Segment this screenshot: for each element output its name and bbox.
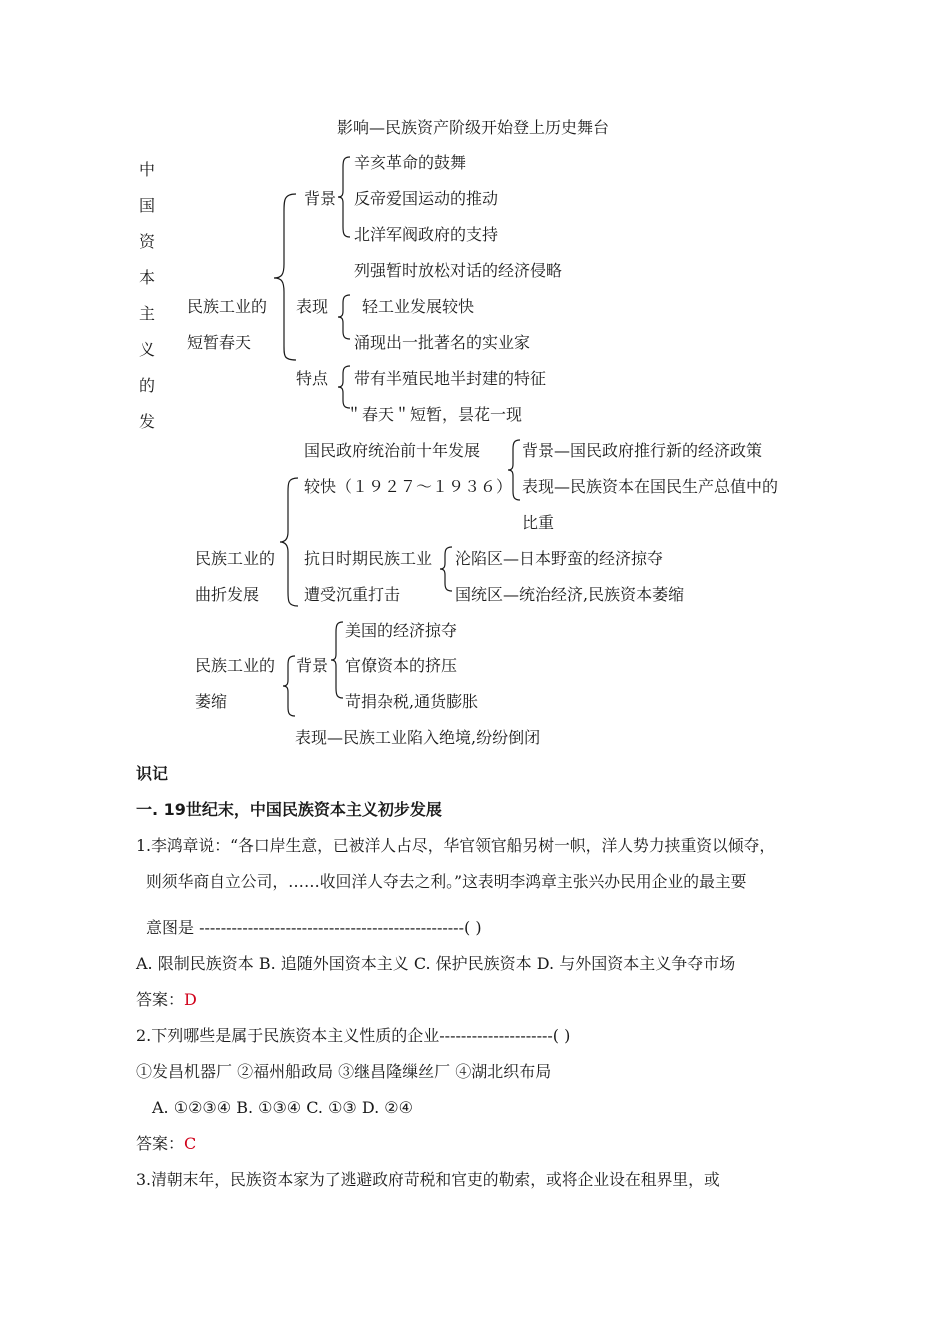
spring-label-line2: 短暂春天 — [187, 333, 252, 352]
vertical-char: 中 — [138, 160, 155, 179]
q2-line1: 2.下列哪些是属于民族资本主义性质的企业---------------------( ) — [136, 1026, 571, 1045]
twists-decade-line1: 国民政府统治前十年发展 — [304, 441, 481, 460]
vertical-char: 发 — [138, 412, 155, 431]
q3-line1: 3.清朝末年，民族资本家为了逃避政府苛税和官吏的勒索，或将企业设在租界里，或 — [136, 1170, 720, 1189]
answer-label: 答案： — [136, 990, 185, 1009]
diagram-header: 影响—民族资产阶级开始登上历史舞台 — [337, 118, 610, 137]
q2-answer-row — [136, 1134, 196, 1154]
twists-decade-line2: 较快（１９２７～１９３６） — [304, 477, 513, 496]
spring-feature-label: 特点 — [296, 369, 329, 388]
decline-background-item: 苛捐杂税,通货膨胀 — [345, 692, 479, 711]
spring-performance-label: 表现 — [296, 297, 329, 316]
q1-line1: 1.李鸿章说：“各口岸生意，已被洋人占尽，华官领官船另树一帜，洋人势力挟重资以倾夺， — [136, 836, 776, 855]
vertical-char: 资 — [138, 232, 155, 251]
twists-war-item: 国统区—统治经济,民族资本萎缩 — [455, 585, 685, 604]
twists-decade-performance-cont: 比重 — [522, 513, 555, 532]
spring-background-label: 背景 — [304, 189, 337, 208]
spring-label-line1: 民族工业的 — [187, 297, 268, 316]
twists-war-line1: 抗日时期民族工业 — [304, 549, 433, 568]
answer-value: D — [184, 990, 197, 1009]
spring-brace — [272, 192, 302, 362]
spring-performance-item: 涌现出一批著名的实业家 — [354, 333, 531, 352]
twists-war-item: 沦陷区—日本野蛮的经济掠夺 — [455, 549, 664, 568]
spring-feature-item: ＂春天＂短暂，昙花一现 — [346, 405, 523, 424]
section-title: 识记 — [136, 764, 169, 783]
spring-background-item: 列强暂时放松对话的经济侵略 — [354, 261, 563, 280]
q2-items: ①发昌机器厂 ②福州船政局 ③继昌隆缫丝厂 ④湖北织布局 — [136, 1062, 552, 1081]
twists-war-line2: 遭受沉重打击 — [304, 585, 401, 604]
q1-answer-row — [136, 990, 197, 1010]
spring-performance-item: 轻工业发展较快 — [362, 297, 475, 316]
twists-label-line1: 民族工业的 — [195, 549, 276, 568]
vertical-char: 的 — [138, 376, 155, 395]
twists-label-line2: 曲折发展 — [195, 585, 260, 604]
spring-performance-brace — [336, 293, 356, 341]
answer-label: 答案： — [136, 1134, 185, 1153]
vertical-title — [137, 152, 157, 440]
spring-feature-brace — [336, 364, 356, 410]
q1-options: A. 限制民族资本 B. 追随外国资本主义 C. 保护民族资本 D. 与外国资本主义争夺市场 — [136, 954, 736, 973]
q1-line3: 意图是 -------------------------------------------------( ) — [146, 918, 482, 937]
decline-performance: 表现—民族工业陷入绝境,纷纷倒闭 — [295, 728, 541, 747]
decline-label-line1: 民族工业的 — [195, 656, 276, 675]
twists-decade-background: 背景—国民政府推行新的经济政策 — [522, 441, 763, 460]
q1-line2: 则须华商自立公司，……收回洋人夺去之利。”这表明李鸿章主张兴办民用企业的最主要 — [146, 872, 747, 891]
vertical-char: 主 — [138, 304, 155, 323]
decline-background-item: 美国的经济掠夺 — [345, 621, 458, 640]
decline-background-item: 官僚资本的挤压 — [345, 656, 458, 675]
vertical-char: 义 — [138, 340, 155, 359]
spring-feature-item: 带有半殖民地半封建的特征 — [354, 369, 547, 388]
spring-background-item: 反帝爱国运动的推动 — [354, 189, 499, 208]
answer-value: C — [184, 1134, 197, 1153]
vertical-char: 本 — [138, 268, 155, 287]
decline-background-label: 背景 — [296, 656, 329, 675]
part-title: 一. 19世纪末，中国民族资本主义初步发展 — [136, 800, 442, 819]
spring-background-brace — [336, 155, 356, 240]
spring-background-item: 北洋军阀政府的支持 — [354, 225, 499, 244]
q2-options: A. ①②③④ B. ①③④ C. ①③ D. ②④ — [152, 1098, 413, 1117]
spring-background-item: 辛亥革命的鼓舞 — [354, 153, 467, 172]
twists-brace — [278, 476, 304, 608]
twists-decade-performance: 表现—民族资本在国民生产总值中的 — [522, 477, 779, 496]
decline-label-line2: 萎缩 — [195, 692, 228, 711]
vertical-char: 国 — [138, 196, 155, 215]
